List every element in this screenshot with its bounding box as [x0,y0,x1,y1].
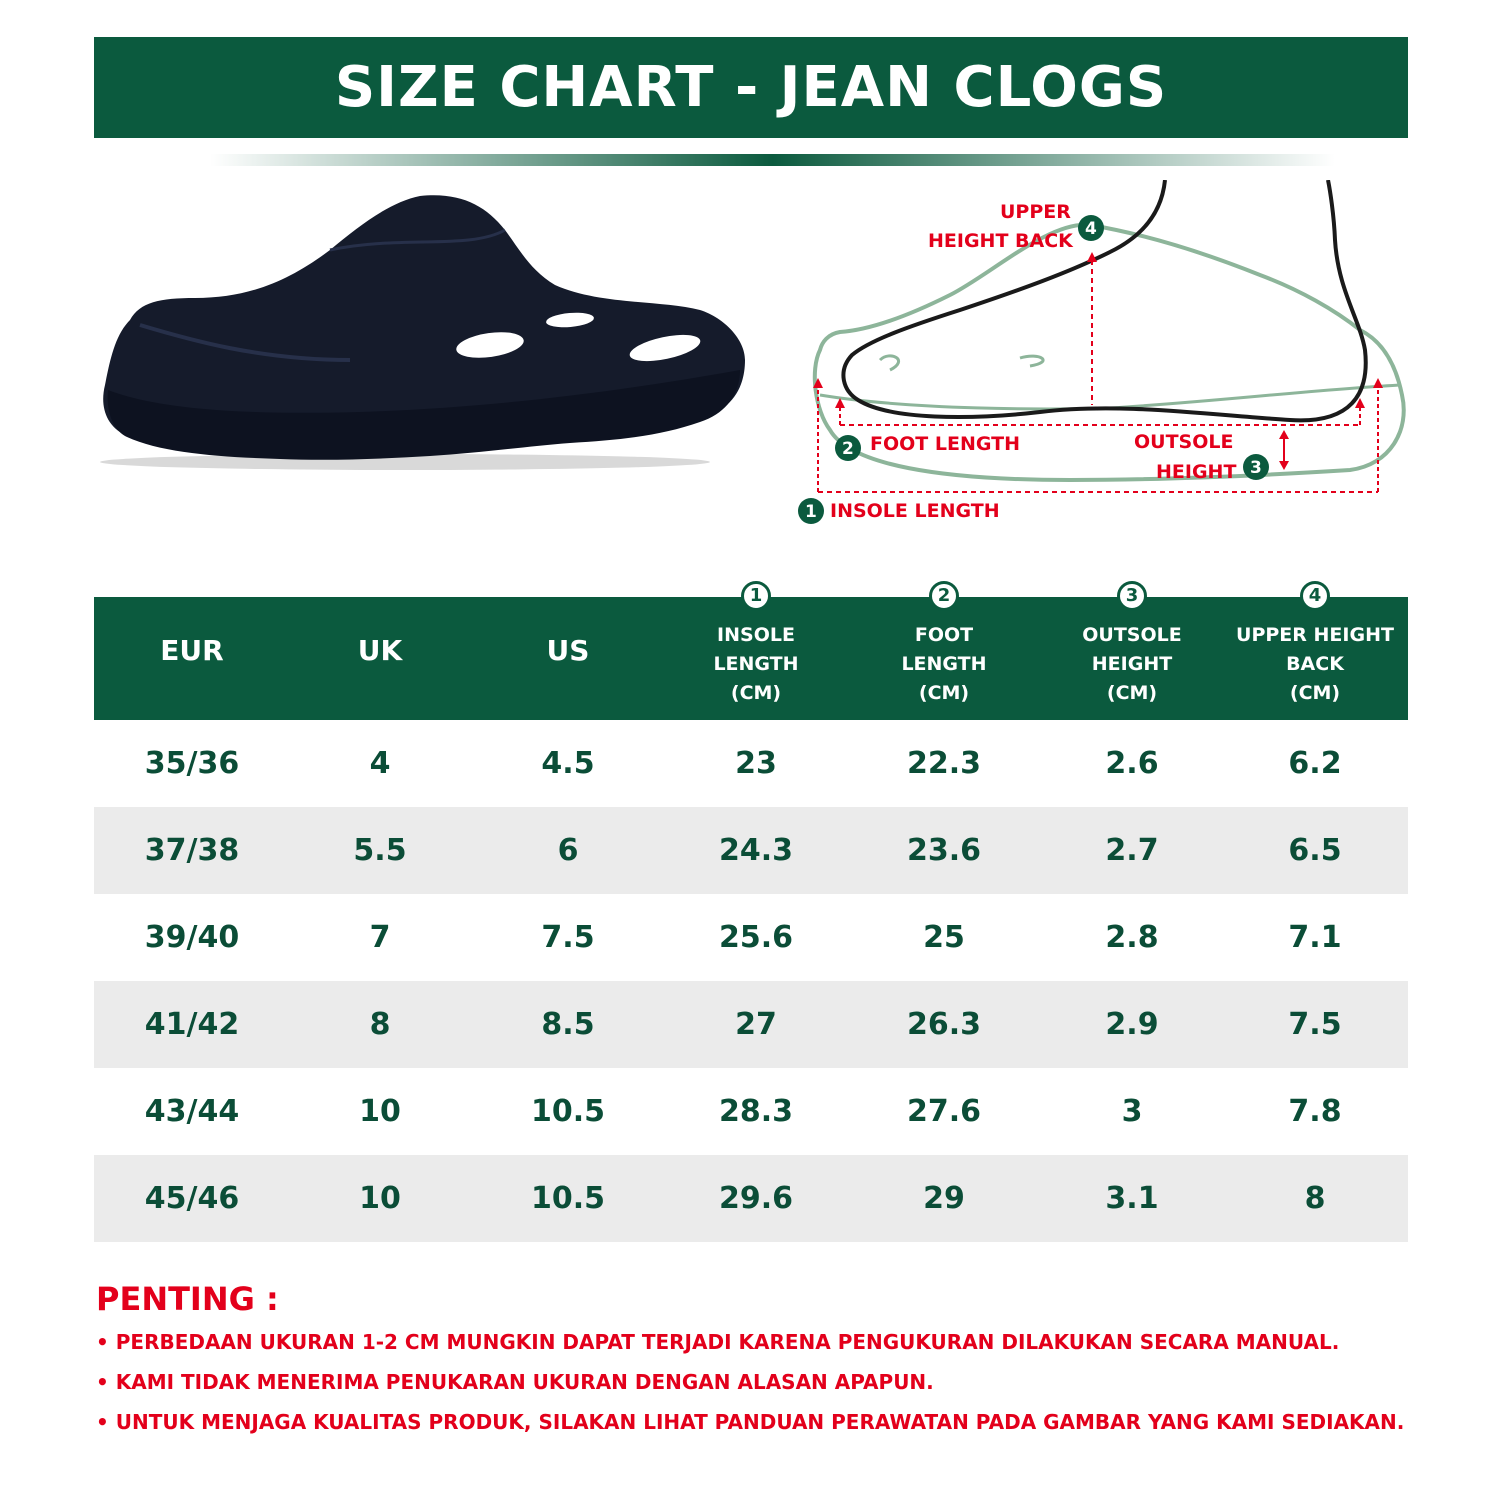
clog-product-image [100,190,750,480]
cell-outsole-height: 2.8 [1105,920,1159,955]
cell-us: 8.5 [470,981,666,1068]
arrow-down-icon [1279,461,1289,470]
table-header-row [94,580,1408,720]
cell-uk: 8 [290,981,470,1068]
cell-outsole-height: 2.7 [1042,807,1222,894]
header-number-1-badge: 1 [741,581,771,611]
header-foot-line2: LENGTH [901,653,987,675]
cell-insole-length: 27 [666,981,846,1068]
cell-eur: 39/40 [144,920,240,955]
cell-foot-length: 27.6 [906,1094,982,1129]
cell-upper-height-back: 6.2 [1288,746,1342,781]
cell-uk: 7 [369,920,391,955]
cell-insole-length: 25.6 [718,920,794,955]
header-upper-line2: BACK [1286,653,1344,675]
cell-outsole-height: 3.1 [1042,1155,1222,1242]
clog-sole-outline [820,385,1400,409]
header-foot-length [846,580,1042,720]
clog-vent-outline [880,356,899,370]
cell-uk: 10 [290,1155,470,1242]
table-row [94,720,1408,807]
header-insole-line1: INSOLE [717,624,795,646]
arrow-up-icon [1373,378,1383,388]
table-row [94,894,1408,981]
cell-uk: 5.5 [290,807,470,894]
cell-foot-length: 23.6 [846,807,1042,894]
notes-title: PENTING : [96,1280,279,1318]
clog-vent-outline [1020,356,1043,366]
insole-length-label: INSOLE LENGTH [830,500,1000,522]
header-outsole-height [1042,580,1222,720]
cell-foot-length: 26.3 [846,981,1042,1068]
cell-upper-height-back: 7.8 [1288,1094,1342,1129]
header-insole-line3: (CM) [730,682,782,704]
cell-insole-length: 24.3 [666,807,846,894]
header-upper-line3: (CM) [1289,682,1341,704]
cell-outsole-height: 2.9 [1042,981,1222,1068]
header-outsole-line3: (CM) [1106,682,1158,704]
cell-outsole-height: 2.6 [1105,746,1159,781]
note-item: • KAMI TIDAK MENERIMA PENUKARAN UKURAN DENGAN ALASAN APAPUN. [96,1370,934,1394]
upper-height-back-label-line1: UPPER [1000,201,1071,223]
cell-eur: 35/36 [144,746,240,781]
cell-upper-height-back: 8 [1222,1155,1408,1242]
table-row [94,807,1408,894]
title-banner [94,37,1408,138]
header-number-4-badge: 4 [1300,581,1330,611]
cell-insole-length: 29.6 [666,1155,846,1242]
upper-height-back-label-line2: HEIGHT BACK [928,230,1073,252]
note-item: • PERBEDAAN UKURAN 1-2 CM MUNGKIN DAPAT TERJADI KARENA PENGUKURAN DILAKUKAN SECARA MANUAL. [96,1330,1340,1354]
cell-uk: 4 [369,746,391,781]
table-row [94,1155,1408,1242]
header-uk: UK [357,633,403,667]
header-upper-height-back [1222,580,1408,720]
cell-us: 4.5 [541,746,595,781]
header-number-2-badge: 2 [929,581,959,611]
cell-foot-length: 25 [923,920,965,955]
cell-uk: 10 [359,1094,401,1129]
cell-eur: 45/46 [94,1155,290,1242]
size-table [94,580,1408,1242]
arrow-up-icon [1279,430,1289,439]
foot-length-label: FOOT LENGTH [870,433,1020,455]
cell-us: 10.5 [530,1094,606,1129]
header-insole-line2: LENGTH [713,653,799,675]
cell-us: 10.5 [470,1155,666,1242]
foot-outline [843,180,1365,420]
header-upper-line1: UPPER HEIGHT [1236,624,1394,646]
header-foot-line3: (CM) [918,682,970,704]
cell-insole-length: 23 [735,746,777,781]
notes-section [96,1280,1426,1450]
cell-foot-length: 22.3 [906,746,982,781]
header-foot-line1: FOOT [914,624,974,646]
header-eur: EUR [160,633,224,667]
header-us: US [546,633,590,667]
number-4-text: 4 [1085,219,1097,239]
cell-upper-height-back: 7.5 [1222,981,1408,1068]
cell-eur: 37/38 [94,807,290,894]
cell-upper-height-back: 7.1 [1288,920,1342,955]
header-insole-length [666,580,846,720]
note-item: • UNTUK MENJAGA KUALITAS PRODUK, SILAKAN LIHAT PANDUAN PERAWATAN PADA GAMBAR YANG KAMI SEDIAKAN. [96,1410,1405,1434]
number-2-text: 2 [842,439,854,459]
outsole-height-label-line1: OUTSOLE [1134,431,1234,453]
table-row [94,981,1408,1068]
header-number-3-badge: 3 [1117,581,1147,611]
header-outsole-line2: HEIGHT [1091,653,1173,675]
cell-outsole-height: 3 [1121,1094,1143,1129]
cell-eur: 41/42 [94,981,290,1068]
outsole-height-label-line2: HEIGHT [1156,461,1237,483]
page-title: SIZE CHART - JEAN CLOGS [334,55,1168,120]
gradient-divider [210,154,1335,166]
cell-us: 6 [470,807,666,894]
header-outsole-line1: OUTSOLE [1082,624,1182,646]
cell-foot-length: 29 [846,1155,1042,1242]
number-3-text: 3 [1250,458,1262,478]
cell-us: 7.5 [541,920,595,955]
cell-upper-height-back: 6.5 [1222,807,1408,894]
cell-eur: 43/44 [144,1094,240,1129]
table-row [94,1068,1408,1155]
measurement-diagram [790,180,1430,540]
cell-insole-length: 28.3 [718,1094,794,1129]
number-1-text: 1 [805,502,817,522]
